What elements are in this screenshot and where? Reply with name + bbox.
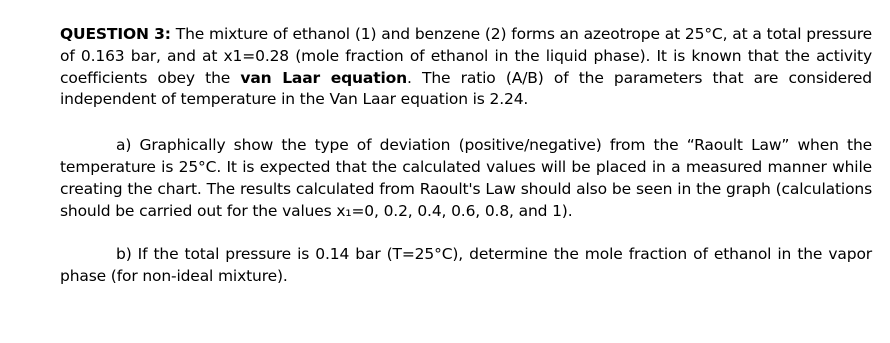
question-label: QUESTION 3: xyxy=(60,25,171,43)
part-b-paragraph: b) If the total pressure is 0.14 bar (T=25°C), determine the mole fraction of ethanol in the vapor phase (for non-ideal mixture). xyxy=(60,245,872,286)
equation-name: van Laar equation xyxy=(240,68,408,87)
part-a-paragraph: a) Graphically show the type of deviation (positive/negative) from the “Raoult Law” when the temperature is 25°C. It is expected that the calculated values will be placed in a measured manner while creating the chart. The results calculated from Raoult's Law should also be seen in the graph (calculations should be carried out for the values x₁=0, 0.2, 0.4, 0.6, 0.8, and 1). xyxy=(60,136,872,220)
question-intro-paragraph xyxy=(60,24,872,111)
question-text-part2: . The ratio (A/B) of the parameters that are considered independent of temperature in the Van Laar equation is 2.24. xyxy=(60,68,872,109)
question-document xyxy=(60,24,872,288)
question-text-part1: The mixture of ethanol (1) and benzene (2) forms an azeotrope at 25°C, at a total pressure of 0.163 bar, and at x1=0.28 (mole fraction of ethanol in the liquid phase). It is known that the activity coefficients obey the xyxy=(60,25,873,87)
